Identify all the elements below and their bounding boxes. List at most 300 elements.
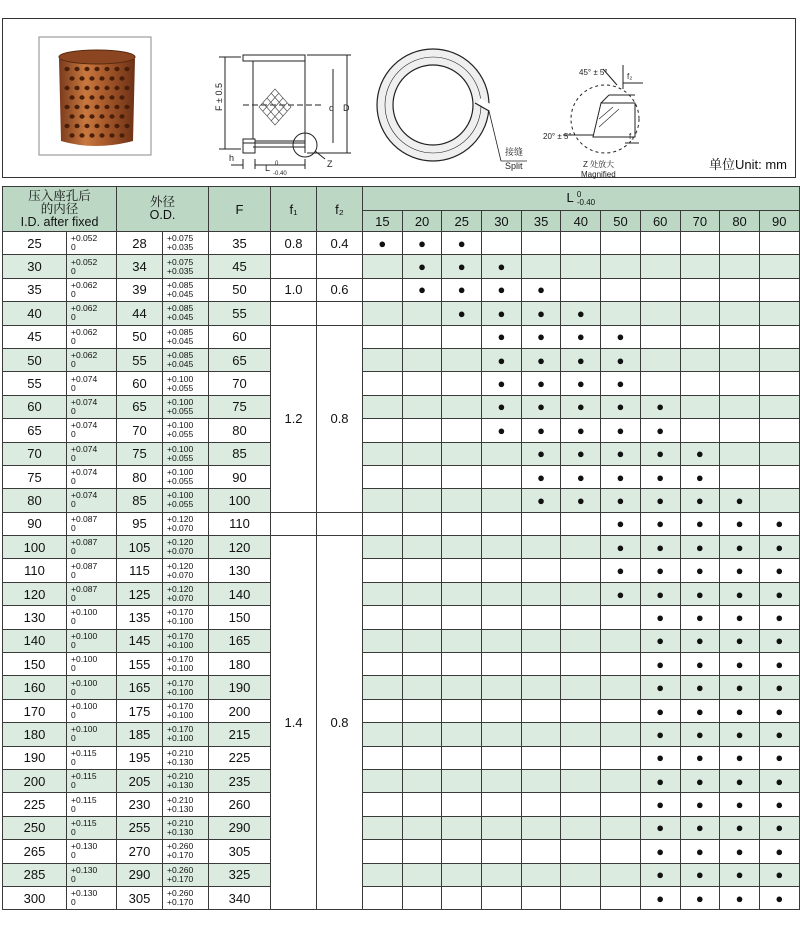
photo-hole [109, 133, 114, 137]
table-row [3, 419, 800, 442]
photo-hole [69, 76, 74, 80]
empty-cell [759, 232, 799, 255]
dim-h: h [229, 153, 235, 163]
empty-cell [363, 372, 403, 395]
id-tolerance-line: +0.100 [71, 724, 98, 735]
empty-cell [482, 699, 522, 722]
table-row [3, 653, 800, 676]
empty-cell [521, 746, 561, 769]
available-dot: ● [759, 769, 799, 792]
id-tolerance-line: +0.052 [71, 256, 98, 267]
table-row [3, 676, 800, 699]
od-tolerance-line: +0.085 [167, 279, 194, 290]
id-value: 180 [3, 723, 67, 746]
od-tolerance [163, 325, 209, 348]
photo-hole [119, 76, 124, 80]
magnified-label-en: Magnified [581, 170, 616, 179]
photo-hole [104, 105, 109, 109]
empty-cell [561, 676, 601, 699]
empty-cell [720, 465, 760, 488]
photo-hole [94, 86, 99, 90]
empty-cell [363, 746, 403, 769]
available-dot: ● [561, 465, 601, 488]
empty-cell [561, 699, 601, 722]
available-dot: ● [720, 676, 760, 699]
id-tolerance-line: +0.062 [71, 326, 98, 337]
id-tolerance-line: 0 [71, 359, 76, 370]
photo-hole [74, 105, 79, 109]
id-tolerance [67, 232, 117, 255]
od-tolerance-line: +0.260 [167, 841, 194, 852]
od-tolerance [163, 512, 209, 535]
od-tolerance-line: +0.100 [167, 443, 194, 454]
flange-F-value: 340 [209, 886, 271, 909]
split-label-cn: 接缝 [505, 147, 524, 157]
empty-cell [521, 840, 561, 863]
id-tolerance-line: +0.087 [71, 537, 98, 548]
od-value: 70 [117, 419, 163, 442]
header-length: 80 [720, 211, 760, 232]
header-length: 70 [680, 211, 720, 232]
od-tolerance-line: +0.055 [167, 476, 194, 487]
f2-value: 0.4 [317, 232, 363, 255]
available-dot: ● [482, 325, 522, 348]
empty-cell [521, 582, 561, 605]
empty-cell [482, 723, 522, 746]
photo-hole [64, 86, 69, 90]
f1-label: f₁ [629, 132, 634, 141]
available-dot: ● [363, 232, 403, 255]
available-dot: ● [759, 816, 799, 839]
od-tolerance-line: +0.085 [167, 326, 194, 337]
table-row [3, 232, 800, 255]
f1-value: 1.0 [271, 278, 317, 301]
empty-cell [482, 863, 522, 886]
available-dot: ● [720, 699, 760, 722]
od-tolerance-line: +0.100 [167, 616, 194, 627]
f2-value: 0.8 [317, 325, 363, 512]
available-dot: ● [720, 582, 760, 605]
id-value: 120 [3, 582, 67, 605]
available-dot: ● [640, 863, 680, 886]
id-tolerance-line: +0.115 [71, 747, 97, 758]
empty-cell [561, 606, 601, 629]
id-tolerance-line: 0 [71, 452, 76, 463]
id-tolerance-line: 0 [71, 826, 76, 837]
id-tolerance-line: 0 [71, 803, 76, 814]
photo-hole [64, 124, 69, 128]
table-row [3, 723, 800, 746]
empty-cell [759, 348, 799, 371]
id-tolerance-line: +0.115 [71, 794, 97, 805]
empty-cell [363, 816, 403, 839]
flange-F-value: 130 [209, 559, 271, 582]
od-tolerance-line: +0.085 [167, 303, 194, 314]
od-tolerance [163, 582, 209, 605]
od-tolerance-line: +0.055 [167, 429, 194, 440]
end-view [377, 49, 527, 161]
od-tolerance-line: +0.100 [167, 490, 194, 501]
empty-cell [442, 863, 482, 886]
flange-F-value: 150 [209, 606, 271, 629]
available-dot: ● [442, 278, 482, 301]
photo-hole [109, 76, 114, 80]
od-tolerance [163, 699, 209, 722]
f1-value [271, 302, 317, 325]
available-dot: ● [601, 536, 641, 559]
od-tolerance [163, 278, 209, 301]
dim-F: F ± 0.5 [214, 83, 224, 111]
drawing-panel [2, 18, 796, 178]
od-value: 50 [117, 325, 163, 348]
available-dot: ● [640, 512, 680, 535]
flange-F-value: 180 [209, 653, 271, 676]
empty-cell [561, 886, 601, 909]
dim-L: L [265, 163, 271, 173]
dim-d: d [329, 103, 335, 113]
empty-cell [521, 536, 561, 559]
od-tolerance [163, 232, 209, 255]
id-tolerance-line: +0.062 [71, 303, 98, 314]
od-tolerance-line: +0.260 [167, 888, 194, 899]
photo-hole [104, 86, 109, 90]
od-tolerance-line: +0.260 [167, 864, 194, 875]
empty-cell [442, 348, 482, 371]
id-tolerance [67, 723, 117, 746]
id-value: 140 [3, 629, 67, 652]
od-tolerance-line: +0.100 [167, 373, 194, 384]
od-value: 230 [117, 793, 163, 816]
table-row [3, 606, 800, 629]
od-tolerance-line: +0.045 [167, 335, 194, 346]
photo-hole [124, 86, 129, 90]
flange-F-value: 70 [209, 372, 271, 395]
od-tolerance-line: +0.085 [167, 350, 194, 361]
header-F: F [209, 187, 271, 232]
photo-hole [114, 86, 119, 90]
empty-cell [601, 255, 641, 278]
id-tolerance-line: 0 [71, 499, 76, 510]
empty-cell [720, 348, 760, 371]
od-tolerance [163, 559, 209, 582]
empty-cell [561, 746, 601, 769]
empty-cell [442, 465, 482, 488]
technical-drawing [3, 19, 797, 179]
od-tolerance-line: +0.120 [167, 537, 194, 548]
available-dot: ● [640, 653, 680, 676]
od-tolerance-line: +0.130 [167, 803, 194, 814]
id-tolerance-line: +0.100 [71, 630, 98, 641]
od-tolerance [163, 676, 209, 699]
empty-cell [442, 536, 482, 559]
available-dot: ● [482, 255, 522, 278]
available-dot: ● [720, 606, 760, 629]
empty-cell [521, 769, 561, 792]
od-value: 39 [117, 278, 163, 301]
id-tolerance-line: 0 [71, 242, 76, 253]
empty-cell [521, 653, 561, 676]
id-tolerance [67, 348, 117, 371]
photo-hole [124, 105, 129, 109]
id-tolerance [67, 395, 117, 418]
id-tolerance [67, 419, 117, 442]
od-value: 44 [117, 302, 163, 325]
available-dot: ● [680, 793, 720, 816]
table-row [3, 536, 800, 559]
header-length: 25 [442, 211, 482, 232]
photo-hole [99, 76, 104, 80]
od-tolerance-line: +0.100 [167, 663, 194, 674]
available-dot: ● [720, 536, 760, 559]
id-value: 65 [3, 419, 67, 442]
available-dot: ● [680, 676, 720, 699]
empty-cell [442, 699, 482, 722]
available-dot: ● [720, 793, 760, 816]
magnified-label-cn: Z 处放大 [583, 160, 615, 169]
photo-hole [99, 133, 104, 137]
empty-cell [402, 325, 442, 348]
empty-cell [601, 629, 641, 652]
id-tolerance [67, 559, 117, 582]
f1-value [271, 512, 317, 535]
od-value: 165 [117, 676, 163, 699]
photo-hole [84, 124, 89, 128]
empty-cell [402, 465, 442, 488]
dim-L-tol-top: 0 [275, 161, 279, 167]
available-dot: ● [601, 372, 641, 395]
id-tolerance-line: +0.130 [71, 841, 98, 852]
empty-cell [640, 278, 680, 301]
available-dot: ● [759, 793, 799, 816]
od-tolerance [163, 419, 209, 442]
empty-cell [402, 442, 442, 465]
dim-D: D [343, 103, 350, 113]
available-dot: ● [561, 325, 601, 348]
available-dot: ● [601, 582, 641, 605]
od-value: 290 [117, 863, 163, 886]
photo-hole [79, 133, 84, 137]
id-tolerance-line: +0.130 [71, 888, 98, 899]
available-dot: ● [561, 348, 601, 371]
available-dot: ● [442, 255, 482, 278]
available-dot: ● [680, 653, 720, 676]
photo-hole [104, 124, 109, 128]
empty-cell [680, 372, 720, 395]
available-dot: ● [521, 325, 561, 348]
id-tolerance [67, 629, 117, 652]
photo-hole [114, 67, 119, 71]
empty-cell [442, 886, 482, 909]
empty-cell [521, 699, 561, 722]
empty-cell [402, 746, 442, 769]
flange-F-value: 235 [209, 769, 271, 792]
od-value: 195 [117, 746, 163, 769]
empty-cell [521, 629, 561, 652]
available-dot: ● [640, 536, 680, 559]
empty-cell [759, 302, 799, 325]
available-dot: ● [521, 278, 561, 301]
empty-cell [482, 232, 522, 255]
table-row [3, 489, 800, 512]
available-dot: ● [521, 372, 561, 395]
od-tolerance [163, 629, 209, 652]
id-tolerance-line: 0 [71, 663, 76, 674]
empty-cell [442, 629, 482, 652]
available-dot: ● [640, 465, 680, 488]
empty-cell [363, 793, 403, 816]
empty-cell [482, 629, 522, 652]
table-row [3, 395, 800, 418]
id-tolerance [67, 863, 117, 886]
empty-cell [363, 863, 403, 886]
available-dot: ● [640, 840, 680, 863]
od-tolerance-line: +0.100 [167, 686, 194, 697]
empty-cell [442, 325, 482, 348]
photo-hole [79, 95, 84, 99]
empty-cell [561, 863, 601, 886]
od-tolerance-line: +0.170 [167, 654, 194, 665]
flange-F-value: 120 [209, 536, 271, 559]
empty-cell [402, 372, 442, 395]
empty-cell [402, 395, 442, 418]
available-dot: ● [759, 746, 799, 769]
empty-cell [363, 512, 403, 535]
available-dot: ● [640, 723, 680, 746]
id-tolerance-line: +0.074 [71, 373, 98, 384]
header-length: 90 [759, 211, 799, 232]
od-value: 125 [117, 582, 163, 605]
empty-cell [680, 348, 720, 371]
id-tolerance-line: 0 [71, 733, 76, 744]
empty-cell [363, 442, 403, 465]
available-dot: ● [759, 676, 799, 699]
flange-F-value: 80 [209, 419, 271, 442]
available-dot: ● [482, 419, 522, 442]
empty-cell [402, 840, 442, 863]
id-tolerance-line: 0 [71, 850, 76, 861]
empty-cell [402, 582, 442, 605]
table-row [3, 325, 800, 348]
photo-hole [89, 95, 94, 99]
empty-cell [482, 559, 522, 582]
id-tolerance [67, 325, 117, 348]
available-dot: ● [680, 536, 720, 559]
od-tolerance-line: +0.100 [167, 420, 194, 431]
flange-F-value: 90 [209, 465, 271, 488]
id-tolerance-line: 0 [71, 288, 76, 299]
empty-cell [601, 699, 641, 722]
id-tolerance-line: 0 [71, 429, 76, 440]
id-tolerance [67, 676, 117, 699]
od-tolerance-line: +0.170 [167, 850, 194, 861]
dim-L-tol-bot: -0.40 [273, 171, 287, 177]
id-value: 25 [3, 232, 67, 255]
table-row [3, 793, 800, 816]
od-tolerance [163, 348, 209, 371]
od-tolerance-line: +0.075 [167, 233, 194, 244]
available-dot: ● [759, 863, 799, 886]
od-tolerance-line: +0.055 [167, 382, 194, 393]
table-row [3, 372, 800, 395]
available-dot: ● [561, 372, 601, 395]
photo-hole [84, 67, 89, 71]
id-value: 30 [3, 255, 67, 278]
empty-cell [363, 723, 403, 746]
flange-F-value: 85 [209, 442, 271, 465]
id-tolerance-line: +0.074 [71, 420, 98, 431]
empty-cell [601, 816, 641, 839]
empty-cell [680, 302, 720, 325]
empty-cell [482, 606, 522, 629]
id-value: 75 [3, 465, 67, 488]
table-row [3, 348, 800, 371]
id-tolerance [67, 278, 117, 301]
available-dot: ● [759, 699, 799, 722]
empty-cell [561, 816, 601, 839]
od-value: 55 [117, 348, 163, 371]
od-tolerance-line: +0.210 [167, 747, 194, 758]
empty-cell [442, 840, 482, 863]
id-tolerance-line: 0 [71, 476, 76, 487]
empty-cell [363, 606, 403, 629]
od-tolerance [163, 536, 209, 559]
empty-cell [601, 232, 641, 255]
photo-hole [104, 67, 109, 71]
id-value: 200 [3, 769, 67, 792]
available-dot: ● [640, 559, 680, 582]
empty-cell [720, 255, 760, 278]
flange-F-value: 190 [209, 676, 271, 699]
empty-cell [521, 863, 561, 886]
empty-cell [561, 512, 601, 535]
empty-cell [759, 419, 799, 442]
empty-cell [402, 629, 442, 652]
od-value: 185 [117, 723, 163, 746]
available-dot: ● [720, 512, 760, 535]
id-tolerance-line: +0.100 [71, 607, 98, 618]
empty-cell [521, 793, 561, 816]
empty-cell [363, 255, 403, 278]
od-value: 175 [117, 699, 163, 722]
flange-F-value: 325 [209, 863, 271, 886]
product-photo [39, 37, 151, 155]
empty-cell [482, 489, 522, 512]
od-tolerance-line: +0.130 [167, 756, 194, 767]
id-tolerance-line: +0.100 [71, 701, 98, 711]
spec-table [2, 186, 800, 910]
available-dot: ● [640, 419, 680, 442]
available-dot: ● [680, 629, 720, 652]
id-tolerance-line: +0.087 [71, 584, 98, 595]
empty-cell [759, 372, 799, 395]
header-length: 30 [482, 211, 522, 232]
id-value: 190 [3, 746, 67, 769]
od-tolerance-line: +0.210 [167, 771, 194, 782]
od-tolerance [163, 465, 209, 488]
available-dot: ● [640, 676, 680, 699]
od-value: 270 [117, 840, 163, 863]
id-value: 285 [3, 863, 67, 886]
table-row [3, 816, 800, 839]
empty-cell [561, 559, 601, 582]
empty-cell [442, 489, 482, 512]
id-value: 225 [3, 793, 67, 816]
empty-cell [640, 348, 680, 371]
od-tolerance-line: +0.035 [167, 242, 194, 253]
od-tolerance [163, 489, 209, 512]
available-dot: ● [759, 606, 799, 629]
f2-value: 0.8 [317, 536, 363, 910]
